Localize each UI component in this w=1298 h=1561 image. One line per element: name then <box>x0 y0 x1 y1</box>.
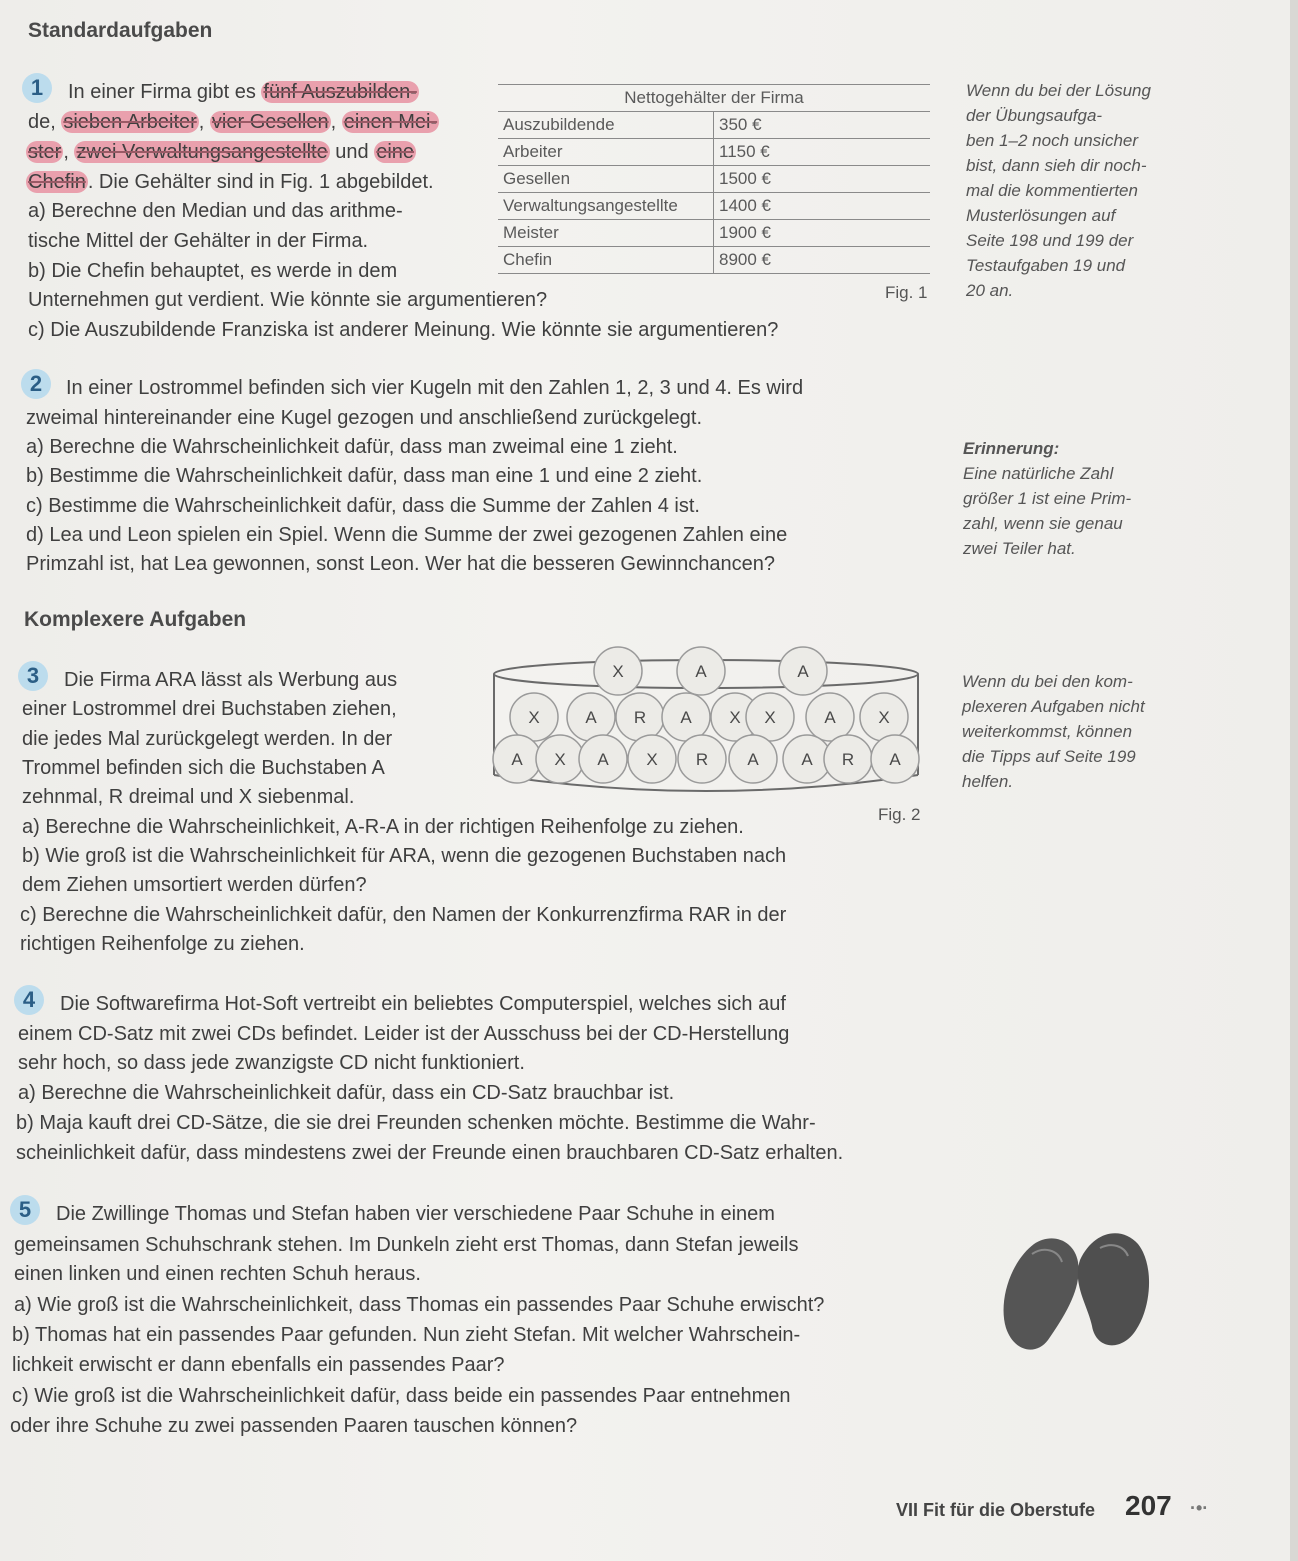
drum-ball-letter: A <box>597 750 609 769</box>
table-row: Arbeiter 1150 € <box>498 139 930 166</box>
task5-line: c) Wie groß ist die Wahrscheinlichkeit dafür, dass beide ein passendes Paar entnehmen <box>12 1385 791 1407</box>
task3-line: b) Wie groß ist die Wahrscheinlichkeit für ARA, wenn die gezogenen Buchstaben nach <box>22 845 787 867</box>
figure-1-label: Fig. 1 <box>885 283 928 302</box>
highlight-mark: zwei Verwaltungsangestellte <box>76 141 328 163</box>
task-number-2: 2 <box>21 369 51 399</box>
task3-line: a) Berechne die Wahrscheinlichkeit, A-R-A in der richtigen Reihenfolge zu ziehen. <box>22 816 744 838</box>
side-note-reminder: Erinnerung: Eine natürliche Zahl größer 1 ist eine Prim- zahl, wenn sie genau zwei Teiler hat. <box>963 439 1132 558</box>
task3-line: Trommel befinden sich die Buchstaben A <box>22 757 385 779</box>
task4-line: a) Berechne die Wahrscheinlichkeit dafür, dass ein CD-Satz brauchbar ist. <box>18 1082 675 1104</box>
highlight-mark: Chefin <box>28 171 86 193</box>
drum-ball-letter: X <box>612 662 624 681</box>
task5-line: gemeinsamen Schuhschrank stehen. Im Dunkeln zieht erst Thomas, dann Stefan jeweils <box>14 1234 799 1256</box>
table-row: Auszubildende 350 € <box>498 112 930 139</box>
task1-line2: de, sieben Arbeiter , vier Gesellen , einen Mei- <box>28 111 438 133</box>
drum-ball-letter: X <box>764 708 776 727</box>
task1-line4: Chefin . Die Gehälter sind in Fig. 1 abgebildet. <box>28 171 434 193</box>
drum-ball-letter: A <box>747 750 759 769</box>
drum-ball-letter: A <box>511 750 523 769</box>
task3-line: c) Berechne die Wahrscheinlichkeit dafür, den Namen der Konkurrenzfirma RAR in der <box>20 904 787 926</box>
figure-2-label: Fig. 2 <box>878 805 921 824</box>
task1-line3: ster , zwei Verwaltungsangestellte und eine <box>28 141 415 163</box>
drum-ball-letter: A <box>585 708 597 727</box>
table-title: Nettogehälter der Firma <box>498 85 930 112</box>
drum-ball-letter: X <box>554 750 566 769</box>
drum-ball-letter: A <box>824 708 836 727</box>
table-row: Chefin 8900 € <box>498 247 930 274</box>
drum-ball-letter: A <box>797 662 809 681</box>
task3-line: einer Lostrommel drei Buchstaben ziehen, <box>22 698 397 720</box>
task4-line: Die Softwarefirma Hot-Soft vertreibt ein beliebtes Computerspiel, welches sich auf <box>60 993 786 1015</box>
task3-line: Die Firma ARA lässt als Werbung aus <box>64 669 398 691</box>
task1-line7: b) Die Chefin behauptet, es werde in dem <box>28 260 398 282</box>
task-number-1: 1 <box>22 73 52 103</box>
salary-table <box>498 84 930 274</box>
task3-line: die jedes Mal zurückgelegt werden. In der <box>22 728 393 750</box>
task3-line: zehnmal, R dreimal und X siebenmal. <box>22 786 355 808</box>
table-row: Gesellen 1500 € <box>498 166 930 193</box>
task2-line: b) Bestimme die Wahrscheinlichkeit dafür, dass man eine 1 und eine 2 zieht. <box>26 465 703 487</box>
drum-ball-letter: A <box>801 750 813 769</box>
footer-chapter: VII Fit für die Oberstufe <box>896 1500 1096 1520</box>
page-edge <box>1290 0 1298 1561</box>
task-number-3: 3 <box>18 661 48 691</box>
side-note-tips: Wenn du bei den kom- plexeren Aufgaben nicht weiterkommst, können die Tipps auf Seite 199 helfen. <box>962 672 1145 791</box>
task4-line: sehr hoch, so dass jede zwanzigste CD nicht funktioniert. <box>18 1052 525 1074</box>
task5-line: a) Wie groß ist die Wahrscheinlichkeit, dass Thomas ein passendes Paar Schuhe erwischt? <box>14 1294 825 1316</box>
highlight-mark: sieben Arbeiter <box>63 111 197 133</box>
task-number-5: 5 <box>10 1195 40 1225</box>
highlight-mark: eine <box>376 141 415 163</box>
task5-line: oder ihre Schuhe zu zwei passenden Paaren tauschen können? <box>10 1415 578 1437</box>
task5-line: Die Zwillinge Thomas und Stefan haben vier verschiedene Paar Schuhe in einem <box>56 1203 775 1225</box>
section-heading-complex: Komplexere Aufgaben <box>24 608 247 631</box>
table-row: Meister 1900 € <box>498 220 930 247</box>
task1-line9: c) Die Auszubildende Franziska ist anderer Meinung. Wie könnte sie argumentieren? <box>28 319 779 341</box>
drum-ball-letter: A <box>695 662 707 681</box>
task1-line1: In einer Firma gibt es fünf Auszubilden- <box>68 81 417 103</box>
task-number-4: 4 <box>14 985 44 1015</box>
drum-ball-letter: X <box>729 708 741 727</box>
lottery-drum-figure <box>490 645 930 803</box>
highlight-mark: ster <box>28 141 62 163</box>
task1-line8: Unternehmen gut verdient. Wie könnte sie argumentieren? <box>28 289 548 311</box>
drum-ball-letter: X <box>528 708 540 727</box>
drum-ball-letter: X <box>646 750 658 769</box>
drum-ball-letter: R <box>841 750 855 769</box>
task4-line: b) Maja kauft drei CD-Sätze, die sie drei Freunden schenken möchte. Bestimme die Wahr- <box>16 1112 816 1134</box>
table-row: Verwaltungsangestellte 1400 € <box>498 193 930 220</box>
task4-line: einem CD-Satz mit zwei CDs befindet. Leider ist der Ausschuss bei der CD-Herstellung <box>18 1023 790 1045</box>
task2-line: d) Lea und Leon spielen ein Spiel. Wenn die Summe der zwei gezogenen Zahlen eine <box>26 524 788 546</box>
task1-line5: a) Berechne den Median und das arithme- <box>28 200 403 222</box>
drum-ball-letter: R <box>633 708 647 727</box>
task5-line: einen linken und einen rechten Schuh heraus. <box>14 1263 421 1285</box>
task4-line: scheinlichkeit dafür, dass mindestens zwei der Freunde einen brauchbaren CD-Satz erhalten. <box>16 1142 844 1164</box>
section-heading-standard: Standardaufgaben <box>28 19 213 42</box>
drum-ball-letter: R <box>695 750 709 769</box>
drum-ball-letter: A <box>680 708 692 727</box>
highlight-mark: einen Mei- <box>343 111 438 133</box>
task2-line: c) Bestimme die Wahrscheinlichkeit dafür, dass die Summe der Zahlen 4 ist. <box>26 495 700 517</box>
task3-line: dem Ziehen umsortiert werden dürfen? <box>22 874 367 896</box>
page-number: 207 <box>1125 1490 1172 1521</box>
shoes-image <box>996 1210 1156 1360</box>
task5-line: lichkeit erwischt er dann ebenfalls ein passendes Paar? <box>12 1354 505 1376</box>
highlight-mark: vier Gesellen <box>211 111 329 133</box>
task5-line: b) Thomas hat ein passendes Paar gefunden. Nun zieht Stefan. Mit welcher Wahrschein- <box>12 1324 801 1346</box>
task1-line6: tische Mittel der Gehälter in der Firma. <box>28 230 369 252</box>
highlight-mark: fünf Auszubilden- <box>263 81 417 103</box>
task2-line: In einer Lostrommel befinden sich vier Kugeln mit den Zahlen 1, 2, 3 und 4. Es wird <box>66 377 804 399</box>
side-note-solutions: Wenn du bei der Lösung der Übungsaufga- ben 1–2 noch unsicher bist, dann sieh dir noch- mal die kommentierten Musterlösungen auf Seite 198 und 199 der Testaufgaben 19 und 20 an. <box>966 81 1151 300</box>
task2-line: zweimal hintereinander eine Kugel gezogen und anschließend zurückgelegt. <box>26 407 702 429</box>
task2-line: a) Berechne die Wahrscheinlichkeit dafür, dass man zweimal eine 1 zieht. <box>26 436 678 458</box>
task2-line: Primzahl ist, hat Lea gewonnen, sonst Leon. Wer hat die besseren Gewinnchancen? <box>26 553 775 575</box>
drum-ball-letter: X <box>878 708 890 727</box>
drum-ball-letter: A <box>889 750 901 769</box>
task3-line: richtigen Reihenfolge zu ziehen. <box>20 933 305 955</box>
page-dots-icon: ·•· <box>1190 1498 1209 1518</box>
